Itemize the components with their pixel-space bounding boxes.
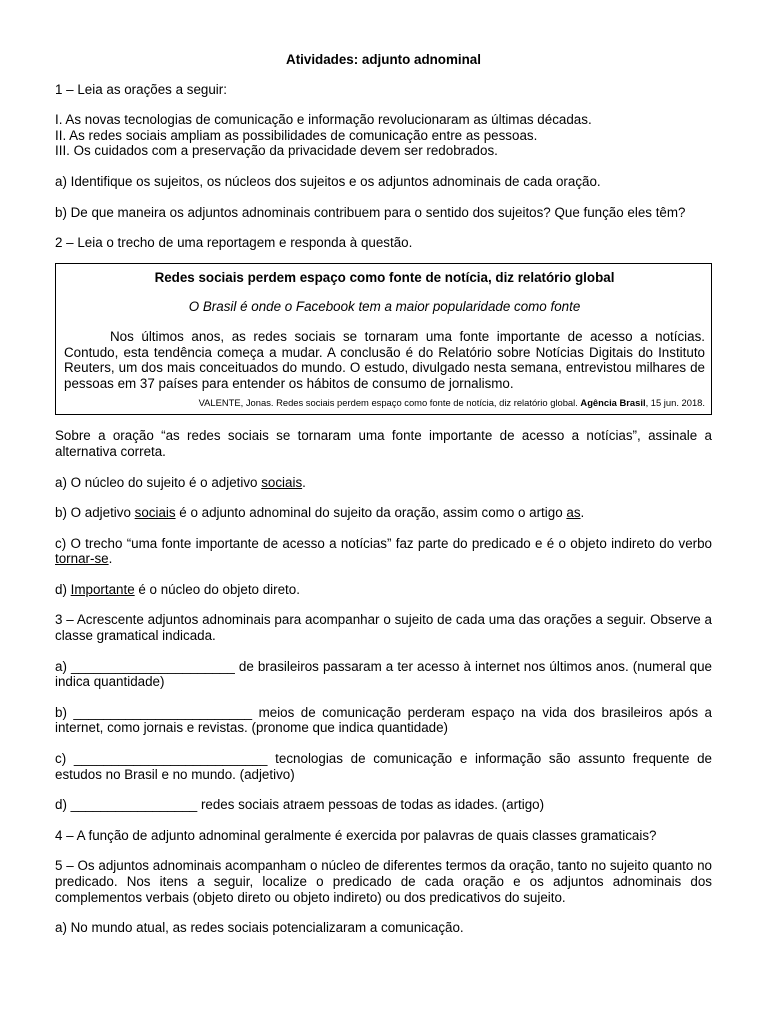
q3-intro: 3 – Acrescente adjuntos adnominais para acompanhar o sujeito de cada uma das orações a seguir. Observe a classe gramatical indicada. [55,612,712,644]
q1-item-2: II. As redes sociais ampliam as possibilidades de comunicação entre as pessoas. [55,127,538,143]
q5-intro: 5 – Os adjuntos adnominais acompanham o núcleo de diferentes termos da oração, tanto no sujeito quanto no predicado. Nos itens a seguir, localize o predicado de cada oração e os adjuntos adnominais dos complementos verbais (objeto direto ou objeto indireto) ou dos predicativos do sujeito. [55,858,712,905]
news-citation [64,397,705,409]
citation-source: Agência Brasil [580,397,646,409]
q3-d: d) _________________ redes sociais atraem pessoas de todas as idades. (artigo) [55,797,545,813]
q2-intro: 2 – Leia o trecho de uma reportagem e responda à questão. [55,235,413,251]
option-text: . [108,551,113,567]
q1-a: a) Identifique os sujeitos, os núcleos dos sujeitos e os adjuntos adnominais de cada oração. [55,173,601,189]
q3-a: a) ______________________ de brasileiros passaram a ter acesso à internet nos últimos anos. (numeral que indica quantidade) [55,658,712,690]
q4: 4 – A função de adjunto adnominal geralmente é exercida por palavras de quais classes gramaticais? [55,827,657,843]
option-text: . [580,505,585,521]
news-excerpt-box [55,263,712,416]
option-text: é o núcleo do objeto direto. [134,581,300,597]
citation-text: VALENTE, Jonas. Redes sociais perdem espaço como fonte de notícia, diz relatório global. [198,397,581,409]
q2-option-b [55,505,712,521]
q1-item-1: I. As novas tecnologias de comunicação e informação revolucionaram as últimas décadas. [55,112,592,128]
document-content [55,52,712,936]
option-text: é o adjunto adnominal do sujeito da oração, assim como o artigo [175,505,567,521]
option-text: a) O núcleo do sujeito é o adjetivo [55,474,262,490]
citation-date: , 15 jun. 2018. [645,397,705,409]
q2-option-c [55,536,712,567]
q1-b: b) De que maneira os adjuntos adnominais contribuem para o sentido dos sujeitos? Que função eles têm? [55,204,686,220]
underlined-term: tornar-se [55,551,109,567]
underlined-term: sociais [261,474,303,490]
q2-option-d [55,582,712,598]
q2-option-a [55,475,712,491]
underlined-term: as [566,505,581,521]
q1-item-3: III. Os cuidados com a preservação da privacidade devem ser redobrados. [55,143,498,159]
news-body: Nos últimos anos, as redes sociais se tornaram uma fonte importante de acesso a notícias. Contudo, esta tendência começa a mudar. A conclusão é do Relatório sobre Notícias Digitais do Instituto Reuters, um dos mais conceituados do mundo. O estudo, divulgado nesta semana, entrevistou milhares de pessoas em 37 países para entender os hábitos de consumo de jornalismo. [64,328,705,391]
underlined-term: sociais [134,505,176,521]
option-text: c) O trecho “uma fonte importante de acesso a notícias” faz parte do predicado e é o objeto indireto do verbo [55,535,712,551]
q3-c: c) __________________________ tecnologias de comunicação e informação são assunto frequente de estudos no Brasil e no mundo. (adjetivo) [55,751,712,782]
q2-prompt: Sobre a oração “as redes sociais se tornaram uma fonte importante de acesso a notícias”, assinale a alternativa correta. [55,428,712,459]
option-text: d) [55,581,71,597]
q5-a: a) No mundo atual, as redes sociais potencializaram a comunicação. [55,920,464,936]
news-headline: Redes sociais perdem espaço como fonte de notícia, diz relatório global [154,269,615,285]
q3-b: b) ________________________ meios de comunicação perderam espaço na vida dos brasileiros após a internet, como jornais e revistas. (pronome que indica quantidade) [55,704,712,736]
news-subheadline: O Brasil é onde o Facebook tem a maior popularidade como fonte [188,299,581,315]
option-text: . [302,474,306,490]
option-text: b) O adjetivo [55,505,135,521]
page-title: Atividades: adjunto adnominal [286,52,481,67]
q1-intro: 1 – Leia as orações a seguir: [55,81,227,97]
underlined-term: Importante [70,581,135,597]
